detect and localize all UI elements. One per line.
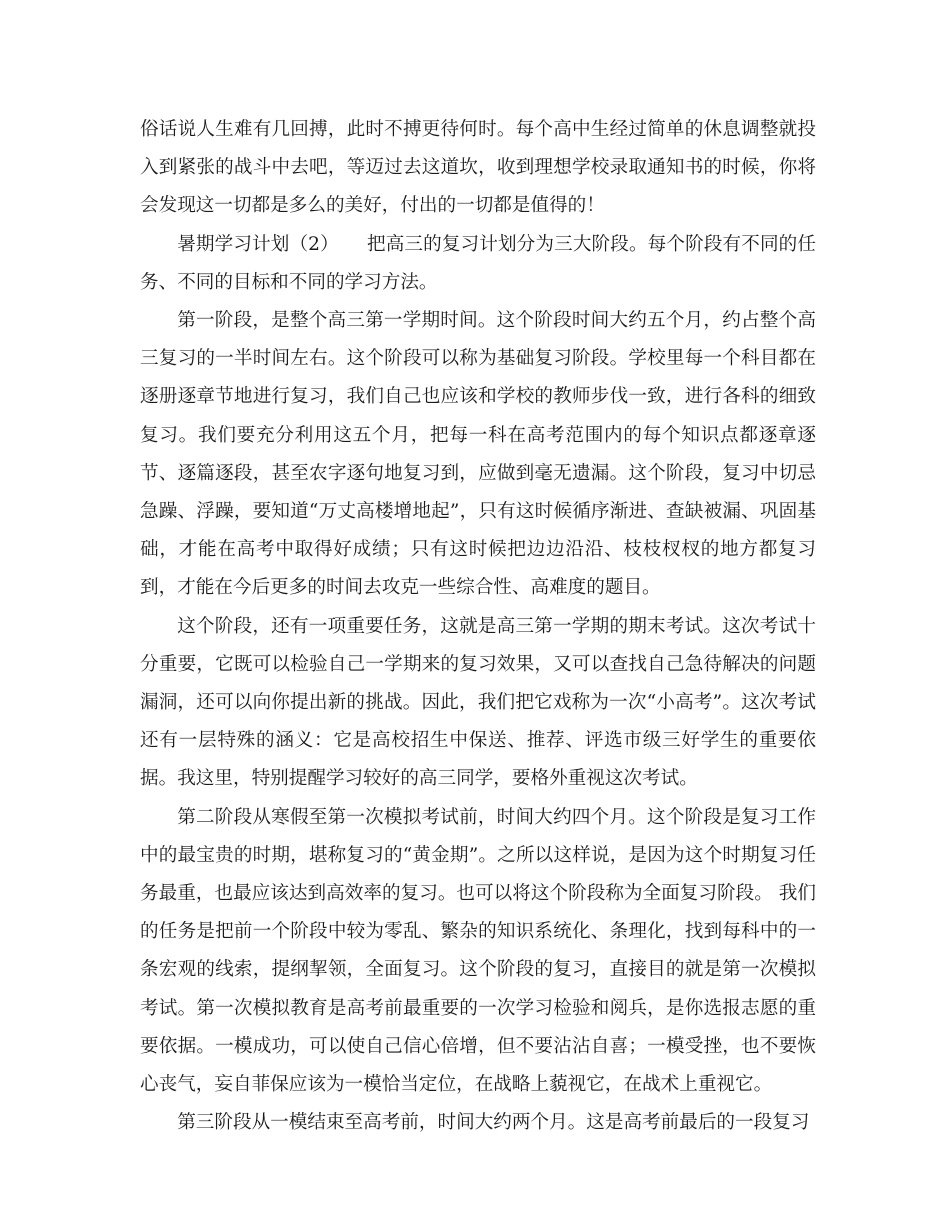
- paragraph-plan-heading: 暑期学习计划（2） 把高三的复习计划分为三大阶段。每个阶段有不同的任务、不同的目标和不同的学习方法。: [140, 233, 816, 293]
- document-body: [140, 111, 816, 1142]
- paragraph-stage-three: 第三阶段从一模结束至高考前，时间大约两个月。这是高考前最后的一段复习: [177, 1112, 810, 1134]
- paragraph-final-exam: 这个阶段，还有一项重要任务，这就是高三第一学期的期末考试。这次考试十分重要，它既可以检验自己一学期来的复习效果，又可以查找自己急待解决的问题漏洞，还可以向你提出新的挑战。因此，我们把它戏称为一次“小高考”。这次考试还有一层特殊的涵义：它是高校招生中保送、推荐、评选市级三好学生的重要依据。我这里，特别提醒学习较好的高三同学，要格外重视这次考试。: [140, 615, 816, 790]
- paragraph-intro-continuation: 俗话说人生难有几回搏，此时不搏更待何时。每个高中生经过简单的休息调整就投入到紧张的战斗中去吧，等迈过去这道坎，收到理想学校录取通知书的时候，你将会发现这一切都是多么的美好，付出的一切都是值得的！: [140, 119, 816, 217]
- paragraph-stage-two: 第二阶段从寒假至第一次模拟考试前，时间大约四个月。这个阶段是复习工作中的最宝贵的时期，堪称复习的“黄金期”。之所以这样说，是因为这个时期复习任务最重，也最应该达到高效率的复习。也可以将这个阶段称为全面复习阶段。 我们的任务是把前一个阶段中较为零乱、繁杂的知识系统化、条理化，找到每科中的一条宏观的线索，提纲挈领，全面复习。这个阶段的复习，直接目的就是第一次模拟考试。第一次模拟教育是高考前最重要的一次学习检验和阅兵，是你选报志愿的重要依据。一模成功，可以使自己信心倍增，但不要沾沾自喜；一模受挫，也不要恢心丧气，妄自菲保应该为一模恰当定位，在战略上藐视它，在战术上重视它。: [140, 806, 816, 1096]
- paragraph-stage-one: 第一阶段，是整个高三第一学期时间。这个阶段时间大约五个月，约占整个高三复习的一半时间左右。这个阶段可以称为基础复习阶段。学校里每一个科目都在逐册逐章节地进行复习，我们自己也应该和学校的教师步伐一致，进行各科的细致复习。我们要充分利用这五个月，把每一科在高考范围内的每个知识点都逐章逐节、逐篇逐段，甚至农字逐句地复习到，应做到毫无遗漏。这个阶段，复习中切忌急躁、浮躁，要知道“万丈高楼增地起”，只有这时候循序渐进、查缺被漏、巩固基础，才能在高考中取得好成绩；只有这时候把边边沿沿、枝枝杈杈的地方都复习到，才能在今后更多的时间去攻克一些综合性、高难度的题目。: [140, 310, 816, 599]
